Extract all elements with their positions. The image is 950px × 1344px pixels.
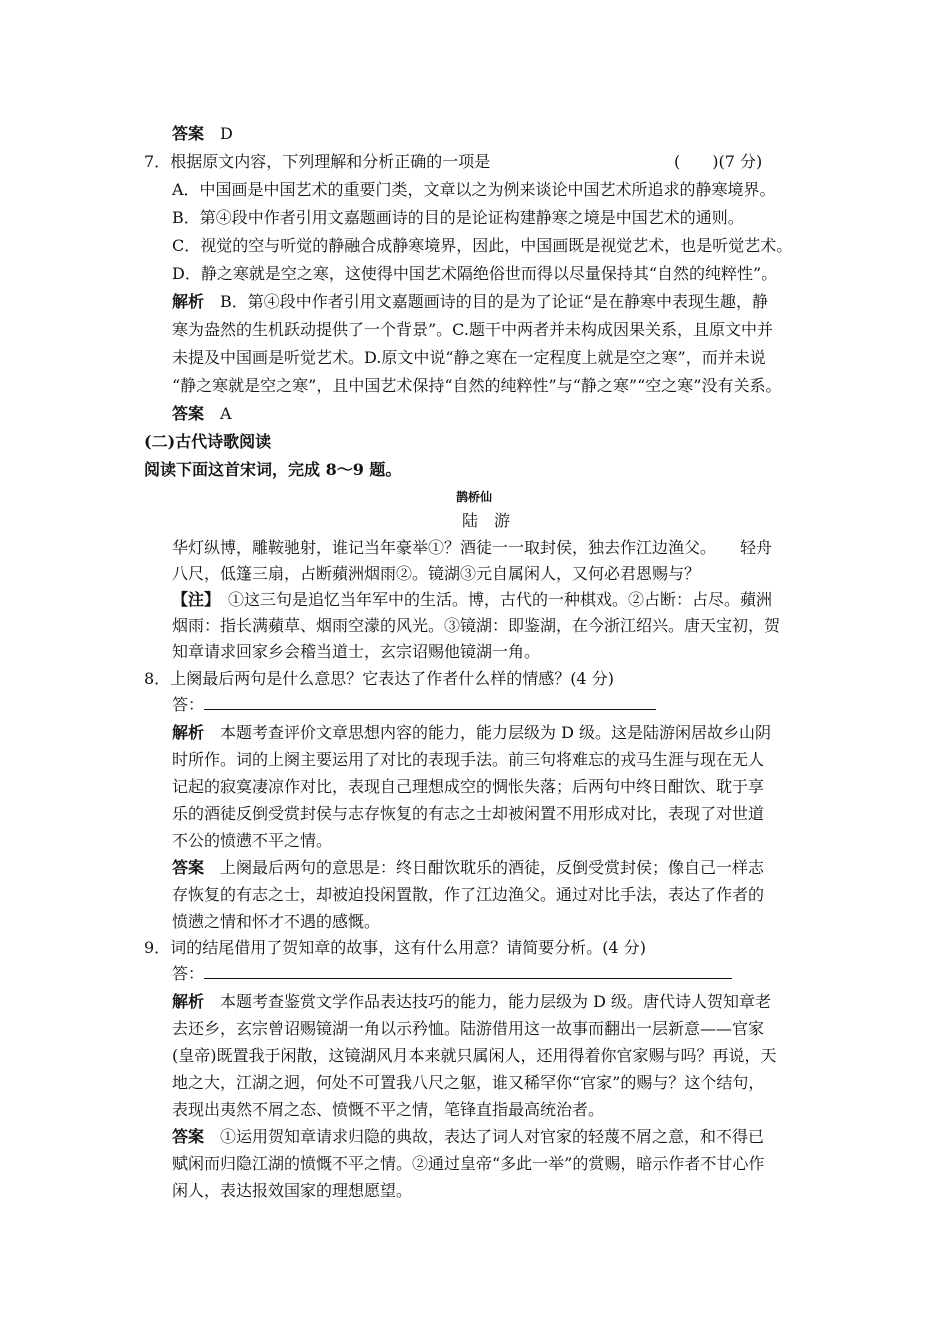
question-number: 9．: [144, 938, 171, 957]
q8-answer-line-1: [172, 857, 764, 879]
poem-author: 陆 游: [462, 511, 511, 530]
q9-answer-line-2: 赋闲而归隐江湖的愤慨不平之情。②通过皇帝“多此一举”的赏赐，暗示作者不甘心作: [172, 1154, 765, 1173]
analysis-text: 本题考查鉴赏文学作品表达技巧的能力，能力层级为 D 级。唐代诗人贺知章老: [220, 992, 772, 1011]
analysis-text: B．第④段中作者引用文嘉题画诗的目的是为了论证“是在静寒中表现生趣，静: [220, 292, 768, 311]
q9-answer-line: [172, 963, 732, 985]
q7-analysis-line-1: [172, 291, 768, 313]
answer-label: 答案: [172, 404, 205, 423]
analysis-label: 解析: [172, 723, 205, 742]
q9-analysis-line-4: 地之大，江湖之迥，何处不可置我八尺之躯，谁又稀罕你“官家”的赐与？这个结句，: [172, 1073, 765, 1092]
answer-label: 答案: [172, 124, 205, 143]
q8-analysis-line-4: 乐的酒徒反倒受赏封侯与志存恢复的有志之士却被闲置不用形成对比，表现了对世道: [172, 804, 765, 823]
answer-prompt: 答：: [172, 695, 205, 714]
poem-title: 鹊桥仙: [456, 490, 493, 504]
poem-note-line-3: 知章请求回家乡会稽当道士，玄宗诏赐他镜湖一角。: [172, 642, 541, 661]
analysis-label: 解析: [172, 292, 205, 311]
section-heading: (二)古代诗歌阅读: [144, 432, 272, 451]
answer-text: ①运用贺知章请求归隐的典故，表达了词人对官家的轻蔑不屑之意，和不得已: [220, 1127, 765, 1146]
answer-text: 上阕最后两句的意思是：终日酣饮耽乐的酒徒，反倒受赏封侯；像自己一样志: [220, 858, 765, 877]
analysis-label: 解析: [172, 992, 205, 1011]
question-text: 根据原文内容，下列理解和分析正确的一项是: [170, 152, 491, 171]
q8-answer-line: [172, 694, 656, 716]
poem-note-line-1: [172, 589, 772, 611]
q7-option-a: A．中国画是中国艺术的重要门类，文章以之为例来谈论中国艺术所追求的静寒境界。: [172, 180, 776, 199]
q7-analysis-line-3: 未提及中国画是听觉艺术。D.原文中说“静之寒在一定程度上就是空之寒”，而并未说: [172, 348, 766, 367]
q7-option-d: D．静之寒就是空之寒，这使得中国艺术隔绝俗世而得以尽量保持其“自然的纯粹性”。: [172, 264, 778, 283]
q7-analysis-line-4: “静之寒就是空之寒”，且中国艺术保持“自然的纯粹性”与“静之寒”“空之寒”没有关系。: [172, 376, 782, 395]
note-label: 【注】: [172, 590, 213, 609]
q7-answer: [172, 403, 232, 425]
q9-analysis-line-2: 去还乡，玄宗曾诏赐镜湖一角以示矜恤。陆游借用这一故事而翻出一层新意——官家: [172, 1019, 765, 1038]
note-text: ①这三句是追忆当年军中的生活。博，古代的一种棋戏。②占断：占尽。蘋洲: [212, 590, 773, 609]
q8-answer-line-3: 愤懑之情和怀才不遇的感慨。: [172, 912, 381, 931]
q9-stem: [144, 937, 646, 959]
question-text: 上阕最后两句是什么意思？它表达了作者什么样的情感？(4 分): [170, 669, 614, 688]
q8-analysis-line-5: 不公的愤懑不平之情。: [172, 831, 333, 850]
q7-analysis-line-2: 寒为盎然的生机跃动提供了一个背景”。C.题干中两者并未构成因果关系，且原文中并: [172, 320, 773, 339]
q8-analysis-line-3: 记起的寂寞凄凉作对比，表现自己理想成空的惆怅失落；后两句中终日酣饮、耽于享: [172, 777, 765, 796]
answer-label: 答案: [172, 858, 205, 877]
analysis-text: 本题考查评价文章思想内容的能力，能力层级为 D 级。这是陆游闲居故乡山阴: [220, 723, 772, 742]
q8-analysis-line-2: 时所作。词的上阕主要运用了对比的表现手法。前三句将难忘的戎马生涯与现在无人: [172, 750, 765, 769]
q8-answer-line-2: 存恢复的有志之士，却被迫投闲置散，作了江边渔父。通过对比手法，表达了作者的: [172, 885, 765, 904]
poem-line-1: 华灯纵博，雕鞍驰射，谁记当年豪举①？酒徒一一取封侯，独去作江边渔父。 轻舟: [172, 538, 773, 557]
q6-answer: [172, 123, 233, 145]
q9-answer-line-1: [172, 1126, 764, 1148]
q9-analysis-line-1: [172, 991, 771, 1013]
question-number: 8．: [144, 669, 171, 688]
q8-analysis-line-1: [172, 722, 771, 744]
q9-answer-line-3: 闲人，表达报效国家的理想愿望。: [172, 1181, 413, 1200]
poem-note-line-2: 烟雨：指长满蘋草、烟雨空濛的风光。③镜湖：即鉴湖，在今浙江绍兴。唐天宝初，贺: [172, 616, 781, 635]
q7-paren: ( )(7 分): [674, 152, 763, 171]
q7-option-b: B．第④段中作者引用文嘉题画诗的目的是论证构建静寒之境是中国艺术的通则。: [172, 208, 744, 227]
answer-value: D: [220, 124, 233, 143]
answer-prompt: 答：: [172, 964, 205, 983]
q8-stem: [144, 668, 614, 690]
question-text: 词的结尾借用了贺知章的故事，这有什么用意？请简要分析。(4 分): [170, 938, 646, 957]
poem-line-2: 八尺，低篷三扇，占断蘋洲烟雨②。镜湖③元自属闲人，又何必君恩赐与？: [172, 564, 701, 583]
q7-option-c: C．视觉的空与听觉的静融合成静寒境界，因此，中国画既是视觉艺术，也是听觉艺术。: [172, 236, 793, 255]
answer-value: A: [220, 404, 232, 423]
section-instruction: 阅读下面这首宋词，完成 8～9 题。: [144, 460, 402, 479]
question-number: 7．: [144, 152, 171, 171]
q9-analysis-line-5: 表现出夷然不屑之态、愤慨不平之情，笔锋直指最高统治者。: [172, 1100, 605, 1119]
q7-stem: [144, 151, 490, 173]
answer-blank[interactable]: [204, 964, 732, 979]
q9-analysis-line-3: (皇帝)既置我于闲散，这镜湖风月本来就只属闲人，还用得着你官家赐与吗？再说，天: [172, 1046, 777, 1065]
answer-blank[interactable]: [204, 695, 656, 710]
answer-label: 答案: [172, 1127, 205, 1146]
